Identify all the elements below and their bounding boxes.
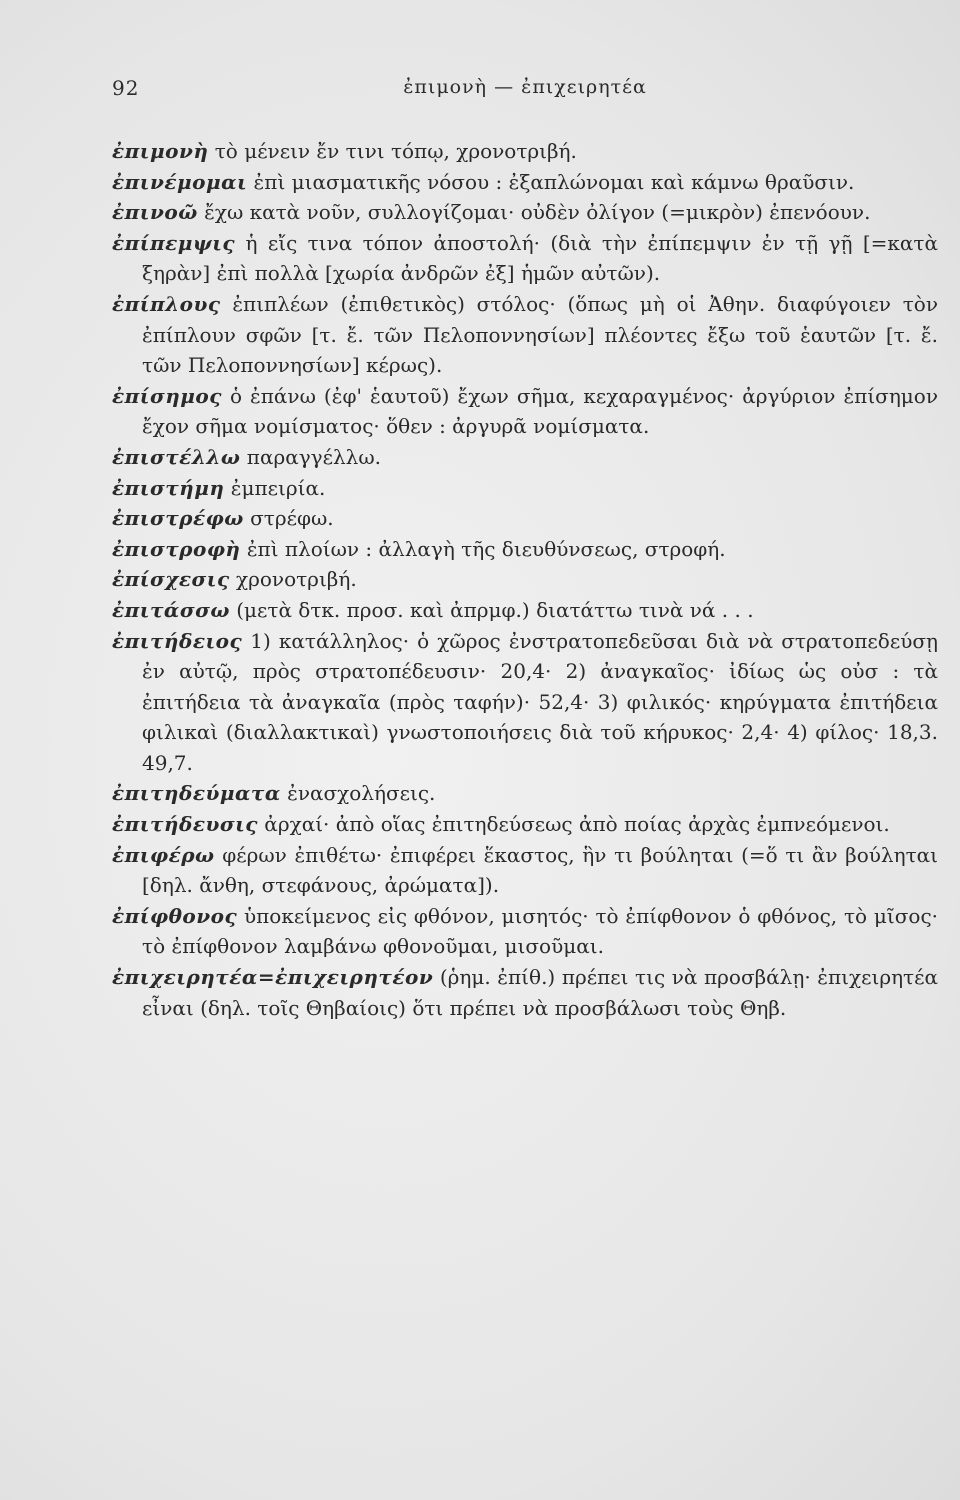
entry-headword: ἐπιτάσσω	[112, 597, 230, 622]
entry-definition: ὑποκείμενος εἰς φθόνον, μισητός· τὸ ἐπίφθονον ὁ φθόνος, τὸ μῖσος· τὸ ἐπίφθονον λαμβάνω φθονοῦμαι, μισοῦμαι.	[142, 903, 938, 959]
dictionary-entry	[112, 901, 938, 962]
entry-definition: στρέφω.	[243, 506, 334, 531]
dictionary-entry	[112, 136, 938, 167]
entry-headword: ἐπιστήμη	[112, 475, 225, 500]
entry-headword: ἐπιφέρω	[112, 842, 215, 867]
entry-headword: ἐπινέμομαι	[112, 169, 248, 194]
entry-definition: ἡ εἴς τινα τόπον ἀποστολή· (διὰ τὴν ἐπίπεμψιν ἐν τῇ γῇ [=κατὰ ξηρὰν] ἐπὶ πολλὰ [χωρία ἀνδρῶν ἐξ] ἡμῶν αὐτῶν).	[142, 230, 938, 286]
entry-definition: ἐμπειρία.	[224, 475, 326, 500]
dictionary-entry	[112, 197, 938, 228]
entry-definition: ἀρχαί· ἀπὸ οἵας ἐπιτηδεύσεως ἀπὸ ποίας ἀρχὰς ἐμπνεόμενοι.	[257, 812, 890, 837]
page-number: 92	[112, 76, 140, 100]
dictionary-entry	[112, 289, 938, 381]
entry-list	[112, 136, 938, 1023]
entry-headword: ἐπινοῶ	[112, 200, 198, 225]
entry-definition: ἔχω κατὰ νοῦν, συλλογίζομαι· οὐδὲν ὀλίγον (=μικρὸν) ἐπενόουν.	[197, 200, 871, 225]
entry-headword: ἐπιχειρητέα=ἐπιχειρητέον	[112, 965, 434, 990]
dictionary-entry	[112, 473, 938, 504]
dictionary-entry	[112, 381, 938, 442]
entry-headword: ἐπίσχεσις	[112, 567, 230, 592]
dictionary-entry	[112, 626, 938, 779]
dictionary-entry	[112, 595, 938, 626]
dictionary-entry	[112, 167, 938, 198]
dictionary-entry	[112, 809, 938, 840]
dictionary-entry	[112, 564, 938, 595]
dictionary-entry	[112, 778, 938, 809]
entry-definition: (μετὰ δτκ. προσ. καὶ ἀπρμφ.) διατάττω τινὰ νά . . .	[229, 597, 754, 622]
entry-headword: ἐπίπεμψις	[112, 230, 236, 255]
entry-headword: ἐπιτήδειος	[112, 628, 243, 653]
dictionary-entry	[112, 442, 938, 473]
dictionary-entry	[112, 503, 938, 534]
entry-headword: ἐπιτήδευσις	[112, 812, 258, 837]
entry-definition: 1) κατάλληλος· ὁ χῶρος ἐνστρατοπεδεῦσαι διὰ νὰ στρατοπεδεύσῃ ἐν αὐτῷ, πρὸς στρατοπέδευσιν· 20,4· 2) ἀναγκαῖος· ἰδίως ὡς οὐσ : τὰ ἐπιτήδεια τὰ ἀναγκαῖα (πρὸς ταφήν)· 52,4· 3) φιλικός· κηρύγματα ἐπιτήδεια φιλικαὶ (διαλλακτικαὶ) γνωστοποιήσεις διὰ τοῦ κήρυκος· 2,4· 4) φίλος· 18,3. 49,7.	[142, 628, 938, 775]
entry-definition: ἐπὶ μιασματικῆς νόσου : ἐξαπλώνομαι καὶ κάμνω θραῦσιν.	[247, 169, 855, 194]
entry-headword: ἐπιμονὴ	[112, 139, 209, 163]
entry-headword: ἐπίφθονος	[112, 903, 238, 928]
entry-definition: χρονοτριβή.	[229, 567, 357, 592]
dictionary-entry	[112, 228, 938, 289]
entry-headword: ἐπιστέλλω	[112, 444, 241, 469]
entry-headword: ἐπίσημος	[112, 383, 222, 408]
dictionary-entry	[112, 534, 938, 565]
entry-definition: (ῥημ. ἐπίθ.) πρέπει τις νὰ προσβάλῃ· ἐπιχειρητέα εἶναι (δηλ. τοῖς Θηβαίοις) ὅτι πρέπει νὰ προσβάλωσι τοὺς Θηβ.	[142, 965, 938, 1020]
entry-definition: παραγγέλλω.	[240, 444, 381, 469]
entry-headword: ἐπιτηδεύματα	[112, 781, 281, 806]
entry-definition: ἐπιπλέων (ἐπιθετικὸς) στόλος· (ὅπως μὴ οἱ Ἀθην. διαφύγοιεν τὸν ἐπίπλουν σφῶν [τ. ἔ. τῶν Πελοποννησίων] πλέοντες ἔξω τοῦ ἑαυτῶν [τ. ἔ. τῶν Πελοποννησίων] κέρως).	[142, 291, 938, 378]
entry-definition: φέρων ἐπιθέτω· ἐπιφέρει ἕκαστος, ἣν τι βούληται (=ὅ τι ἂν βούληται [δηλ. ἄνθη, στεφάνους, ἀρώματα]).	[142, 842, 938, 898]
dictionary-entry	[112, 962, 938, 1023]
entry-headword: ἐπίπλους	[112, 291, 221, 316]
entry-definition: τὸ μένειν ἔν τινι τόπῳ, χρονοτριβή.	[208, 139, 577, 163]
dictionary-entry	[112, 840, 938, 901]
entry-headword: ἐπιστροφὴ	[112, 536, 241, 561]
page-header	[0, 76, 960, 106]
entry-headword: ἐπιστρέφω	[112, 506, 244, 531]
entry-definition: ἐνασχολήσεις.	[280, 781, 436, 806]
running-head: ἐπιμονὴ — ἐπιχειρητέα	[403, 76, 647, 98]
entry-definition: ὁ ἐπάνω (ἐφ' ἑαυτοῦ) ἔχων σῆμα, κεχαραγμένος· ἀργύριον ἐπίσημον ἔχον σῆμα νομίσματος· ὅθεν : ἀργυρᾶ νομίσματα.	[142, 383, 938, 439]
entry-definition: ἐπὶ πλοίων : ἀλλαγὴ τῆς διευθύνσεως, στροφή.	[240, 536, 726, 561]
